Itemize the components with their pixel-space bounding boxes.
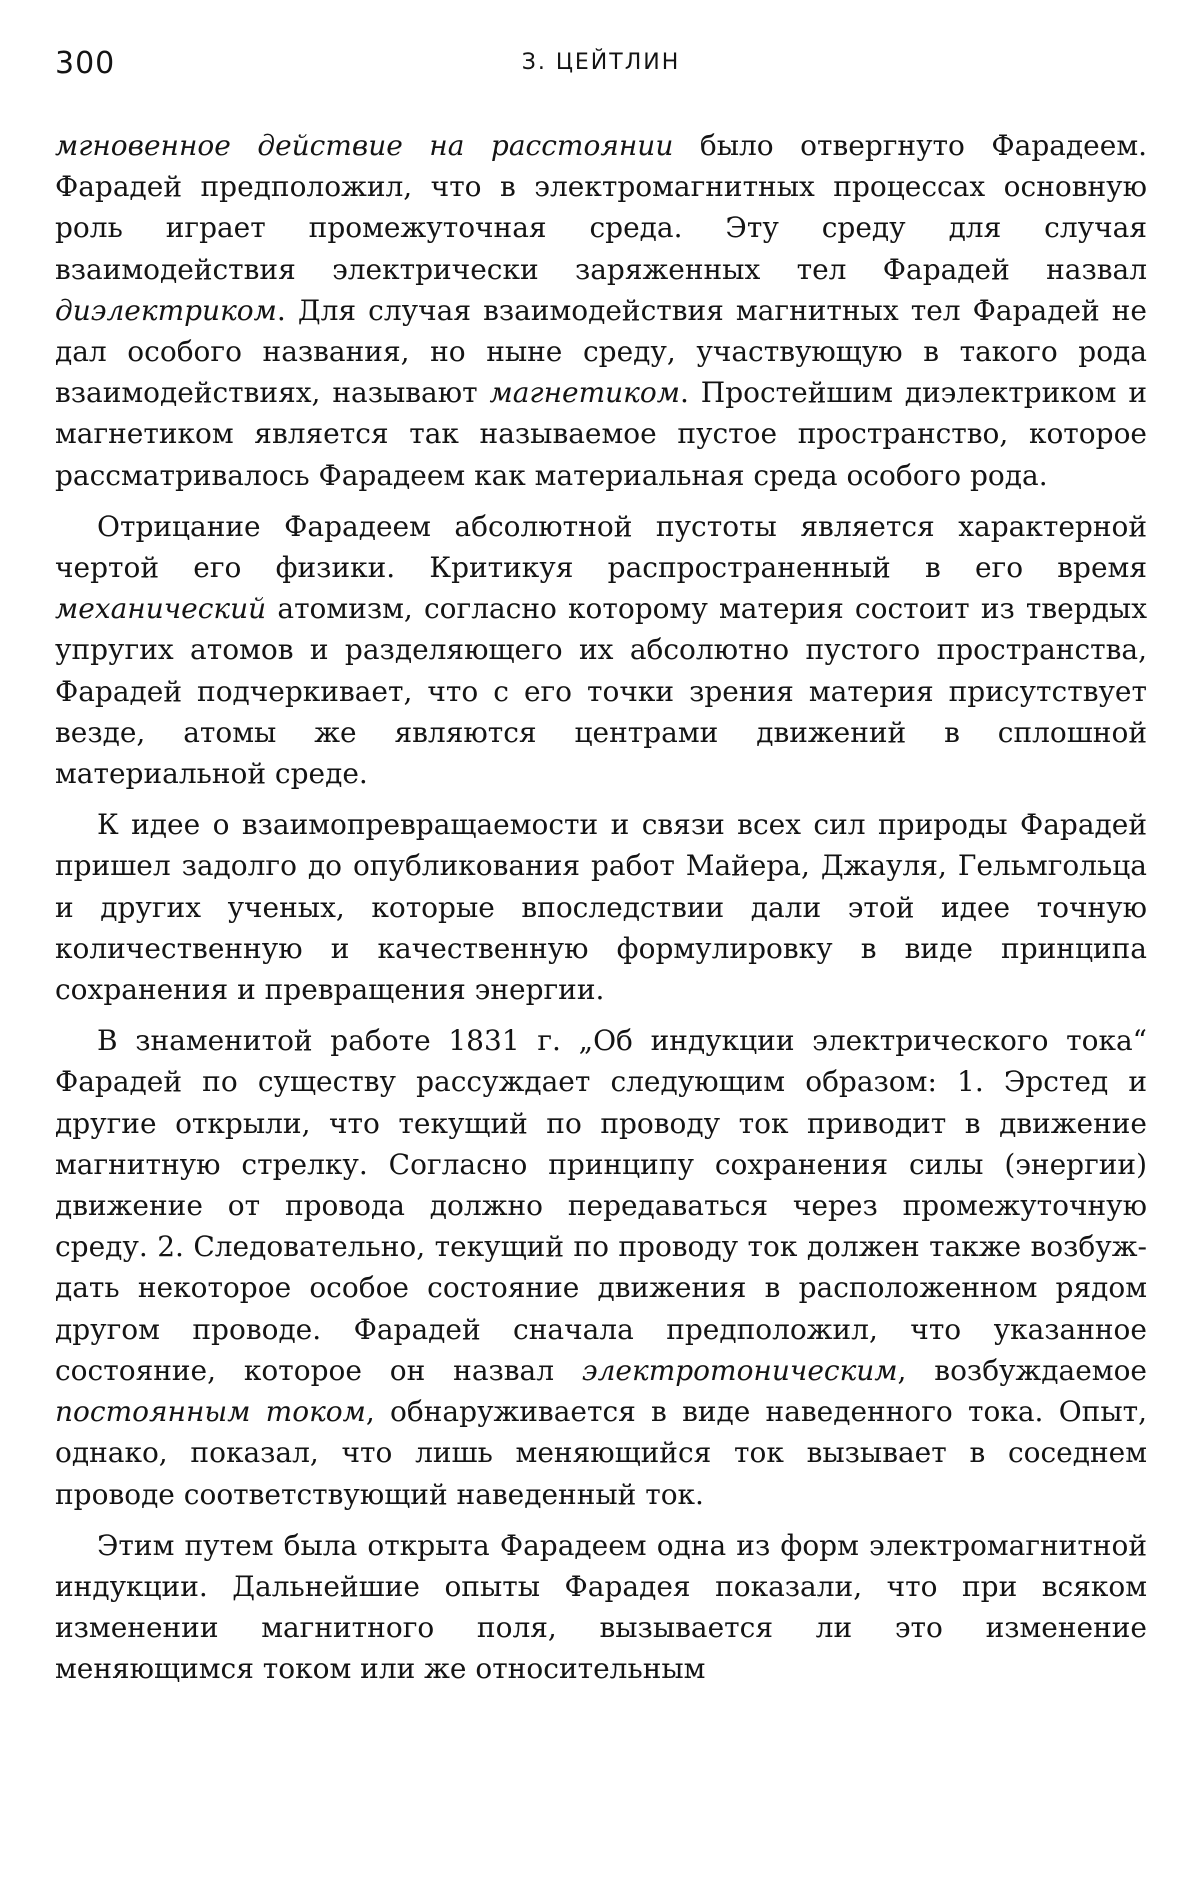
text-run: , обнаруживается в виде наведенного тока. Опыт, однако, показал, что лишь меняющийся ток вызывает в соседнем проводе соответствующий наведенный ток. xyxy=(55,1395,1148,1511)
text-run: Этим путем была открыта Фарадеем одна из форм электромагнитной индукции. Дальнейшие опыты Фарадея показали, что при всяком изменении магнитного поля, вызывается ли это изменение меняющимся током или же относительным xyxy=(55,1528,1147,1686)
text-run: Отрицание Фарадеем абсолютной пустоты является характерной чертой его физики. Критикуя распространенный в его время xyxy=(55,509,1147,585)
body-text xyxy=(55,125,1147,1700)
italic-term: постоянным током xyxy=(55,1395,366,1429)
page-header xyxy=(55,40,1147,100)
text-run: атомизм, согласно которому материя состоит из твердых упругих атомов и разделяющего их абсолютно пустого пространства, Фарадей подчеркивает, что с его точки зрения материя присутствует везде, атомы же являются центрами движений в сплошной материальной среде. xyxy=(55,592,1147,791)
text-run: К идее о взаимопревращаемости и связи всех сил природы Фарадей пришел задолго до опубликования работ Майера, Джауля, Гельмгольца и других ученых, которые впоследствии дали этой идее точную количественную и качественную формулировку в виде принципа сохранения и превращения энергии. xyxy=(55,808,1147,1007)
text-run: В знаменитой работе 1831 г. „Об индукции электрического тока“ Фарадей по существу рассуждает следующим образом: 1. Эрстед и другие открыли, что текущий по проводу ток приводит в движение магнитную стрелку. Согласно принципу сохранения силы (энергии) движение от провода должно передаваться через промежуточную среду. 2. Следовательно, текущий по проводу ток должен также возбуждать некоторое особое состояние движения в расположенном рядом другом проводе. Фарадей сначала предположил, что указанное состояние, которое он назвал xyxy=(55,1024,1147,1387)
page-number: 300 xyxy=(55,46,116,81)
italic-term: механический xyxy=(55,592,267,626)
italic-term: электротоническим xyxy=(581,1353,898,1387)
italic-term: магнетиком xyxy=(489,376,680,410)
text-run: было отвергнуто Фарадеем. Фарадей предположил, что в электромагнитных процессах основную роль играет промежуточная среда. Эту среду для случая взаимодействия электрически заряженных тел Фарадей назвал xyxy=(55,129,1147,286)
paragraph xyxy=(55,1020,1147,1514)
paragraph xyxy=(55,506,1147,794)
text-run: , возбуждаемое xyxy=(897,1353,1147,1387)
italic-term: диэлектриком xyxy=(55,293,277,327)
running-head: З. ЦЕЙТЛИН xyxy=(521,50,681,75)
text-run: . Простейшим диэлектриком и магнетиком является так называемое пустое пространство, которое рассматривалось Фарадеем как материальная среда особого рода. xyxy=(55,376,1147,492)
text-run: . Для случая взаимодействия магнитных тел Фарадей не дал особого названия, но ныне среду, участвующую в такого рода взаимодействиях, называют xyxy=(55,293,1147,410)
italic-term: мгновенное действие на расстоянии xyxy=(55,129,674,162)
paragraph xyxy=(55,804,1147,1010)
paragraph xyxy=(55,1525,1147,1690)
paragraph xyxy=(55,125,1147,496)
book-page xyxy=(55,40,1147,1840)
